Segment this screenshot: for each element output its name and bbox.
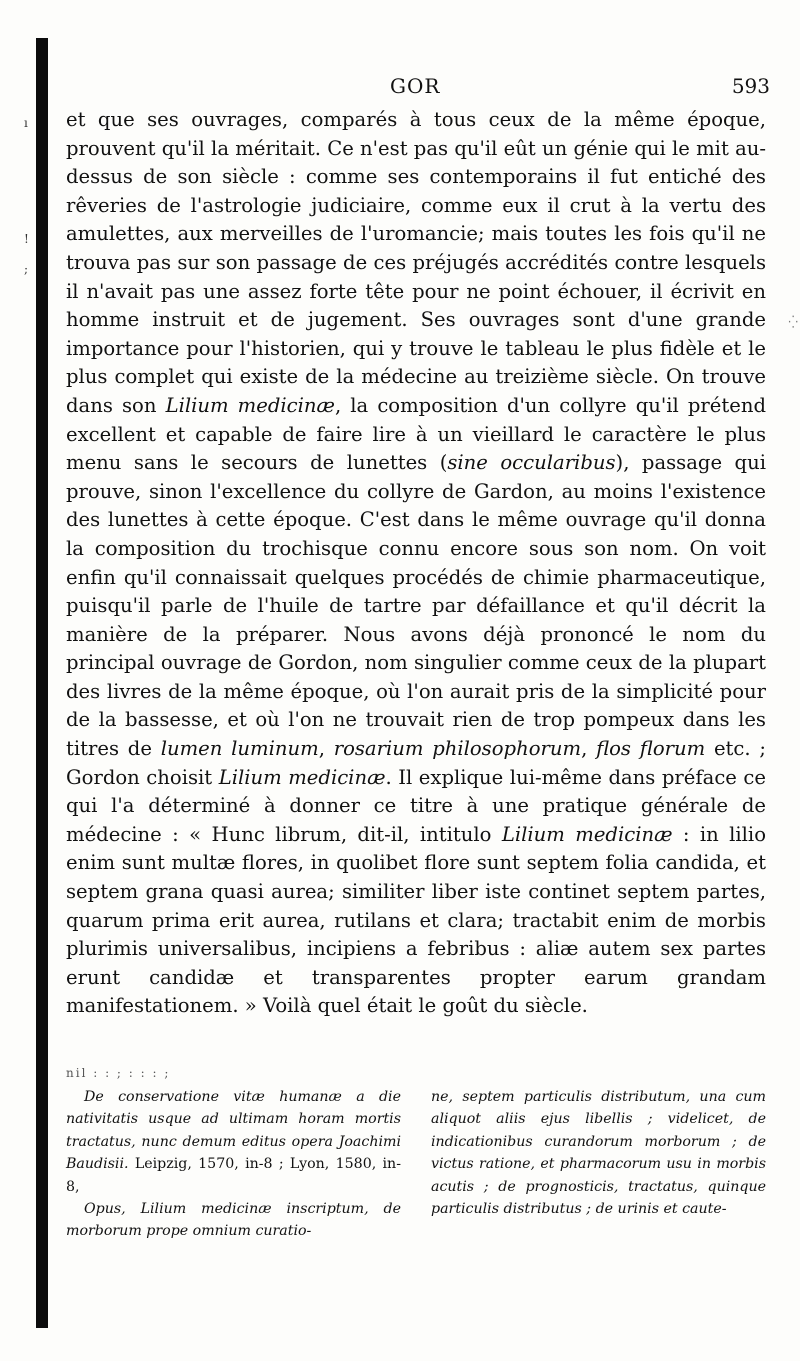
page-header bbox=[60, 74, 770, 104]
text-run: ), passage qui prouve, sinon l'excellence du collyre de Gardon, au moins l'existence des lunettes à cette époque. C'est dans le même ouvrage qu'il donna la composition du trochisque connu encore sous son nom. On voit enfin qu'il connaissait quelques procédés de chimie pharmaceutique, puisqu'il parle de l'huile de tartre par défaillance et qu'il décrit la manière de la préparer. Nous avons déjà prononcé le nom du principal ouvrage de Gordon, nom singulier comme ceux de la plupart des livres de la même époque, où l'on aurait pris de la simplicité pour de la bassesse, et où l'on ne trouvait rien de trop pompeux dans les titres de bbox=[66, 451, 766, 761]
footnote-column-right bbox=[431, 1086, 766, 1243]
italic-phrase: sine occularibus bbox=[447, 451, 616, 475]
stray-marks: nil : : ; : : : ; bbox=[66, 1066, 171, 1080]
italic-title: rosarium philosophorum bbox=[333, 737, 582, 761]
running-head: GOR bbox=[390, 74, 441, 98]
binding-edge bbox=[36, 38, 48, 1328]
footnote-title: De conservatione vitæ humanæ a die nativitatis usque ad ultimam horam mortis tractatus, nunc demum editus opera Joachimi Baudisii. bbox=[66, 1089, 401, 1173]
margin-mark: ! bbox=[24, 232, 29, 246]
page-number: 593 bbox=[731, 74, 770, 98]
italic-title: flos florum bbox=[596, 737, 706, 761]
italic-title: lumen luminum bbox=[160, 737, 319, 761]
text-run: . Il explique lui-même dans préface ce qui l'a déterminé à donner ce titre à une pratique générale de médecine : « Hunc librum, dit-il, intitulo bbox=[66, 765, 766, 846]
footnote-column-left bbox=[66, 1086, 401, 1243]
footnotes bbox=[66, 1086, 766, 1243]
footnote-entry bbox=[66, 1086, 401, 1198]
margin-mark-right: ⁛ bbox=[788, 315, 798, 329]
text-run: : in lilio enim sunt multæ flores, in quolibet flore sunt septem folia candida, et septem grana quasi aurea; similiter liber iste continet septem partes, quarum prima erit aurea, rutilans et clara; tractabit enim de morbis plurimis universalibus, incipiens a febribus : aliæ autem sex partes erunt candidæ et transparentes propter earum grandam manifestationem. » Voilà quel était le goût du siècle. bbox=[66, 822, 766, 1018]
main-paragraph bbox=[66, 106, 766, 1021]
footnote-imprint: Leipzig, 1570, in-8 ; Lyon, 1580, in-8, bbox=[66, 1156, 401, 1195]
italic-title: Lilium medicinæ bbox=[218, 765, 386, 789]
footnote-entry: ne, septem particulis distributum, una cum aliquot aliis ejus libellis ; videlicet, de indicationibus curandorum morborum ; de victus ratione, et pharmacorum usu in morbis acutis ; de prognosticis, tractatus, quinque particulis distributus ; de urinis et caute- bbox=[431, 1089, 766, 1218]
text-run: , bbox=[581, 737, 597, 761]
footnote-entry: Opus, Lilium medicinæ inscriptum, de morborum prope omnium curatio- bbox=[66, 1201, 401, 1240]
italic-title: Lilium medicinæ bbox=[501, 822, 673, 846]
italic-title: Lilium medicinæ bbox=[165, 393, 335, 417]
margin-mark: ı bbox=[24, 116, 28, 130]
text-run: , la composition d'un collyre qu'il prétend excellent et capable de faire lire à un vieillard le caractère le plus menu sans le secours de lunettes ( bbox=[66, 393, 767, 475]
text-run: et que ses ouvrages, comparés à tous ceux de la même époque, prouvent qu'il la méritait. Ce n'est pas qu'il eût un génie qui le mit au-dessus de son siècle : comme ses contemporains il fut entiché des rêveries de l'astrologie judiciaire, comme eux il crut à la vertu des amulettes, aux merveilles de l'uromancie; mais toutes les fois qu'il ne trouva pas sur son passage de ces préjugés accrédités contre lesquels il n'avait pas une assez forte tête pour ne point échouer, il écrivit en homme instruit et de jugement. Ses ouvrages sont d'une grande importance pour l'historien, qui y trouve le tableau le plus fidèle et le plus complet qui existe de la médecine au treizième siècle. On trouve dans son bbox=[66, 108, 766, 417]
text-run: , bbox=[318, 737, 334, 761]
text-run: etc. ; Gordon choisit bbox=[66, 737, 766, 789]
margin-mark: ; bbox=[24, 262, 29, 276]
